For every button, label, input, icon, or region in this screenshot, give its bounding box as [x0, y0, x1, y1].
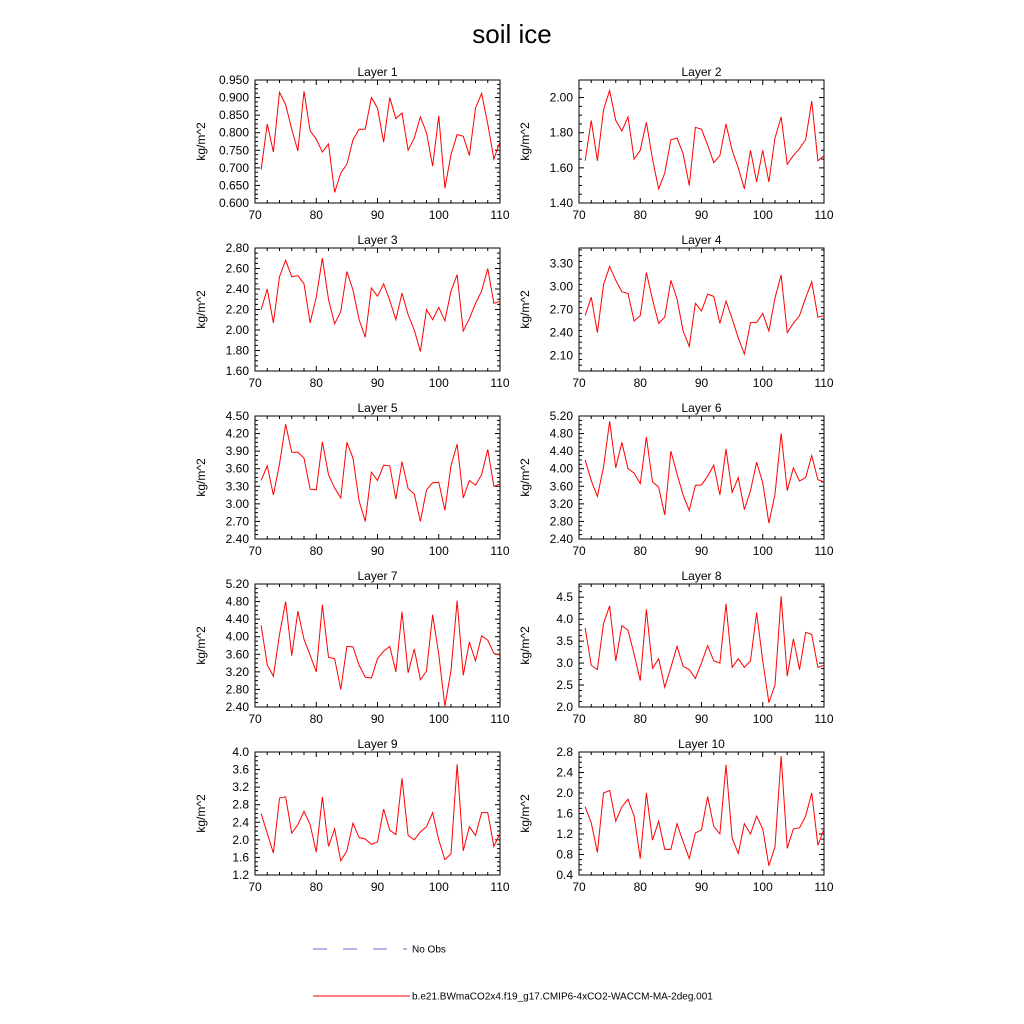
- y-tick-label: 0.8: [556, 847, 573, 862]
- y-tick-label: 1.60: [549, 160, 573, 175]
- y-tick-label: 2.40: [549, 325, 573, 340]
- y-tick-label: 3.5: [556, 634, 573, 649]
- x-tick-label: 110: [814, 544, 834, 558]
- y-tick-label: 4.00: [549, 461, 573, 476]
- y-tick-label: 0.650: [218, 178, 249, 193]
- y-tick-label: 4.00: [225, 629, 249, 644]
- x-tick-label: 70: [248, 544, 262, 558]
- y-tick-label: 1.6: [556, 806, 573, 821]
- panel-layer-2: [518, 65, 834, 222]
- x-tick-label: 80: [633, 376, 647, 390]
- y-tick-label: 3.00: [549, 279, 573, 294]
- y-tick-label: 0.950: [218, 73, 249, 87]
- y-tick-label: 2.0: [556, 700, 573, 714]
- panel-layer-5: [194, 401, 510, 558]
- panels: [194, 65, 834, 894]
- y-tick-label: 3.30: [549, 256, 573, 271]
- y-tick-label: 4.80: [225, 594, 249, 609]
- x-tick-label: 80: [309, 376, 323, 390]
- x-tick-label: 90: [370, 544, 385, 558]
- series-line: [585, 266, 824, 354]
- x-tick-label: 80: [309, 544, 323, 558]
- y-axis-label: kg/m^2: [194, 122, 208, 161]
- plot-frame: [579, 416, 824, 539]
- plot-frame: [579, 584, 824, 707]
- y-tick-label: 1.80: [549, 125, 573, 140]
- panel-title: Layer 8: [681, 569, 722, 583]
- y-tick-label: 3.60: [225, 647, 249, 662]
- y-tick-label: 4.5: [556, 590, 573, 605]
- x-tick-label: 90: [370, 712, 385, 726]
- series-line: [585, 596, 824, 702]
- y-tick-label: 3.60: [549, 479, 573, 494]
- x-tick-label: 90: [370, 880, 385, 894]
- y-tick-label: 3.90: [225, 444, 249, 459]
- panel-layer-8: [518, 569, 834, 726]
- y-tick-label: 3.30: [225, 479, 249, 494]
- x-tick-label: 80: [633, 712, 647, 726]
- x-tick-label: 80: [309, 880, 323, 894]
- y-tick-label: 1.2: [232, 868, 249, 882]
- panel-title: Layer 1: [357, 65, 398, 79]
- y-tick-label: 0.900: [218, 90, 249, 105]
- x-tick-label: 70: [572, 880, 586, 894]
- y-tick-label: 2.80: [225, 241, 249, 255]
- x-tick-label: 70: [248, 376, 262, 390]
- y-tick-label: 3.0: [556, 656, 573, 671]
- x-tick-label: 110: [490, 880, 510, 894]
- y-tick-label: 0.750: [218, 143, 249, 158]
- y-tick-label: 2.80: [225, 682, 249, 697]
- x-tick-label: 70: [572, 712, 586, 726]
- series-line: [585, 421, 824, 523]
- x-tick-label: 90: [370, 208, 385, 222]
- y-tick-label: 3.60: [225, 461, 249, 476]
- y-tick-label: 4.0: [556, 612, 573, 627]
- panel-title: Layer 5: [357, 401, 398, 415]
- y-tick-label: 2.20: [225, 302, 249, 317]
- series-line: [261, 601, 500, 706]
- y-tick-label: 2.4: [556, 765, 573, 780]
- x-tick-label: 90: [694, 376, 709, 390]
- plot-frame: [255, 752, 500, 875]
- x-tick-label: 110: [814, 712, 834, 726]
- series-line: [261, 764, 500, 861]
- legend: [313, 945, 713, 1003]
- x-tick-label: 100: [752, 880, 773, 894]
- y-tick-label: 2.00: [549, 90, 573, 105]
- panel-layer-1: [194, 65, 510, 222]
- y-tick-label: 0.700: [218, 160, 249, 175]
- plot-frame: [579, 248, 824, 371]
- y-tick-label: 2.5: [556, 678, 573, 693]
- y-tick-label: 1.60: [225, 364, 249, 378]
- y-tick-label: 2.4: [232, 815, 249, 830]
- x-tick-label: 110: [490, 712, 510, 726]
- y-tick-label: 2.40: [225, 282, 249, 296]
- panel-layer-9: [194, 737, 510, 894]
- panel-title: Layer 4: [681, 233, 722, 247]
- panel-title: Layer 6: [681, 401, 722, 415]
- y-tick-label: 2.10: [549, 348, 573, 363]
- y-tick-label: 4.40: [225, 612, 249, 627]
- y-axis-label: kg/m^2: [518, 458, 532, 497]
- panel-layer-6: [518, 401, 834, 558]
- x-tick-label: 70: [572, 544, 586, 558]
- y-tick-label: 5.20: [225, 577, 249, 591]
- x-tick-label: 110: [490, 208, 510, 222]
- x-tick-label: 100: [428, 208, 449, 222]
- x-tick-label: 80: [309, 712, 323, 726]
- y-tick-label: 2.8: [232, 797, 249, 812]
- y-tick-label: 2.70: [225, 514, 249, 529]
- y-tick-label: 1.80: [225, 343, 249, 358]
- y-tick-label: 3.20: [225, 664, 249, 679]
- x-tick-label: 90: [694, 208, 709, 222]
- panel-title: Layer 3: [357, 233, 398, 247]
- x-tick-label: 80: [633, 544, 647, 558]
- y-tick-label: 1.40: [549, 196, 573, 210]
- y-tick-label: 2.80: [549, 514, 573, 529]
- x-tick-label: 90: [694, 880, 709, 894]
- y-tick-label: 4.50: [225, 409, 249, 423]
- panel-layer-4: [518, 233, 834, 390]
- x-tick-label: 70: [248, 880, 262, 894]
- panel-layer-7: [194, 569, 510, 726]
- y-axis-label: kg/m^2: [194, 290, 208, 329]
- y-tick-label: 0.4: [556, 868, 573, 882]
- y-tick-label: 2.0: [232, 832, 249, 847]
- y-tick-label: 4.0: [232, 745, 249, 759]
- x-tick-label: 90: [694, 712, 709, 726]
- x-tick-label: 100: [752, 376, 773, 390]
- x-tick-label: 90: [370, 376, 385, 390]
- y-tick-label: 2.8: [556, 745, 573, 759]
- y-tick-label: 1.6: [232, 850, 249, 865]
- x-tick-label: 80: [309, 208, 323, 222]
- x-tick-label: 100: [752, 544, 773, 558]
- panel-title: Layer 9: [357, 737, 398, 751]
- panel-title: Layer 7: [357, 569, 398, 583]
- x-tick-label: 80: [633, 880, 647, 894]
- plot-frame: [579, 80, 824, 203]
- y-axis-label: kg/m^2: [518, 122, 532, 161]
- y-axis-label: kg/m^2: [518, 290, 532, 329]
- panel-layer-3: [194, 233, 510, 390]
- y-axis-label: kg/m^2: [194, 626, 208, 665]
- plot-frame: [255, 80, 500, 203]
- y-tick-label: 4.80: [549, 426, 573, 441]
- y-tick-label: 2.0: [556, 786, 573, 800]
- y-tick-label: 2.40: [225, 532, 249, 546]
- x-tick-label: 110: [490, 376, 510, 390]
- panel-title: Layer 10: [678, 737, 725, 751]
- y-tick-label: 3.00: [225, 496, 249, 511]
- plot-frame: [579, 752, 824, 875]
- y-tick-label: 2.00: [225, 323, 249, 337]
- y-tick-label: 4.20: [225, 426, 249, 441]
- y-tick-label: 5.20: [549, 409, 573, 423]
- y-tick-label: 3.20: [549, 496, 573, 511]
- series-line: [261, 258, 500, 351]
- y-axis-label: kg/m^2: [518, 626, 532, 665]
- x-tick-label: 110: [490, 544, 510, 558]
- x-tick-label: 70: [572, 208, 586, 222]
- figure-title: soil ice: [472, 19, 552, 49]
- x-tick-label: 70: [248, 712, 262, 726]
- plot-frame: [255, 248, 500, 371]
- panel-title: Layer 2: [681, 65, 722, 79]
- y-tick-label: 4.40: [549, 444, 573, 459]
- y-tick-label: 2.70: [549, 302, 573, 317]
- series-line: [585, 91, 824, 189]
- x-tick-label: 80: [633, 208, 647, 222]
- x-tick-label: 110: [814, 880, 834, 894]
- y-tick-label: 2.40: [549, 532, 573, 546]
- y-tick-label: 3.2: [232, 780, 249, 795]
- series-line: [261, 424, 500, 521]
- x-tick-label: 100: [428, 712, 449, 726]
- no-obs-legend-label: No Obs: [412, 944, 446, 956]
- series-line: [261, 91, 500, 192]
- y-tick-label: 0.600: [218, 196, 249, 210]
- x-tick-label: 70: [248, 208, 262, 222]
- x-tick-label: 90: [694, 544, 709, 558]
- plot-frame: [255, 584, 500, 707]
- x-tick-label: 100: [428, 544, 449, 558]
- series-line: [585, 756, 824, 866]
- y-tick-label: 3.6: [232, 762, 249, 777]
- y-axis-label: kg/m^2: [194, 794, 208, 833]
- x-tick-label: 100: [428, 376, 449, 390]
- x-tick-label: 110: [814, 376, 834, 390]
- model-legend-label: b.e21.BWmaCO2x4.f19_g17.CMIP6-4xCO2-WACCM-MA-2deg.001: [412, 991, 713, 1003]
- y-tick-label: 1.2: [556, 827, 573, 841]
- x-tick-label: 110: [814, 208, 834, 222]
- y-tick-label: 2.60: [225, 261, 249, 276]
- x-tick-label: 100: [752, 712, 773, 726]
- x-tick-label: 100: [752, 208, 773, 222]
- y-tick-label: 2.40: [225, 700, 249, 714]
- plot-frame: [255, 416, 500, 539]
- x-tick-label: 100: [428, 880, 449, 894]
- panel-layer-10: [518, 737, 834, 894]
- y-axis-label: kg/m^2: [518, 794, 532, 833]
- y-axis-label: kg/m^2: [194, 458, 208, 497]
- y-tick-label: 0.800: [218, 125, 249, 140]
- y-tick-label: 0.850: [218, 108, 249, 123]
- x-tick-label: 70: [572, 376, 586, 390]
